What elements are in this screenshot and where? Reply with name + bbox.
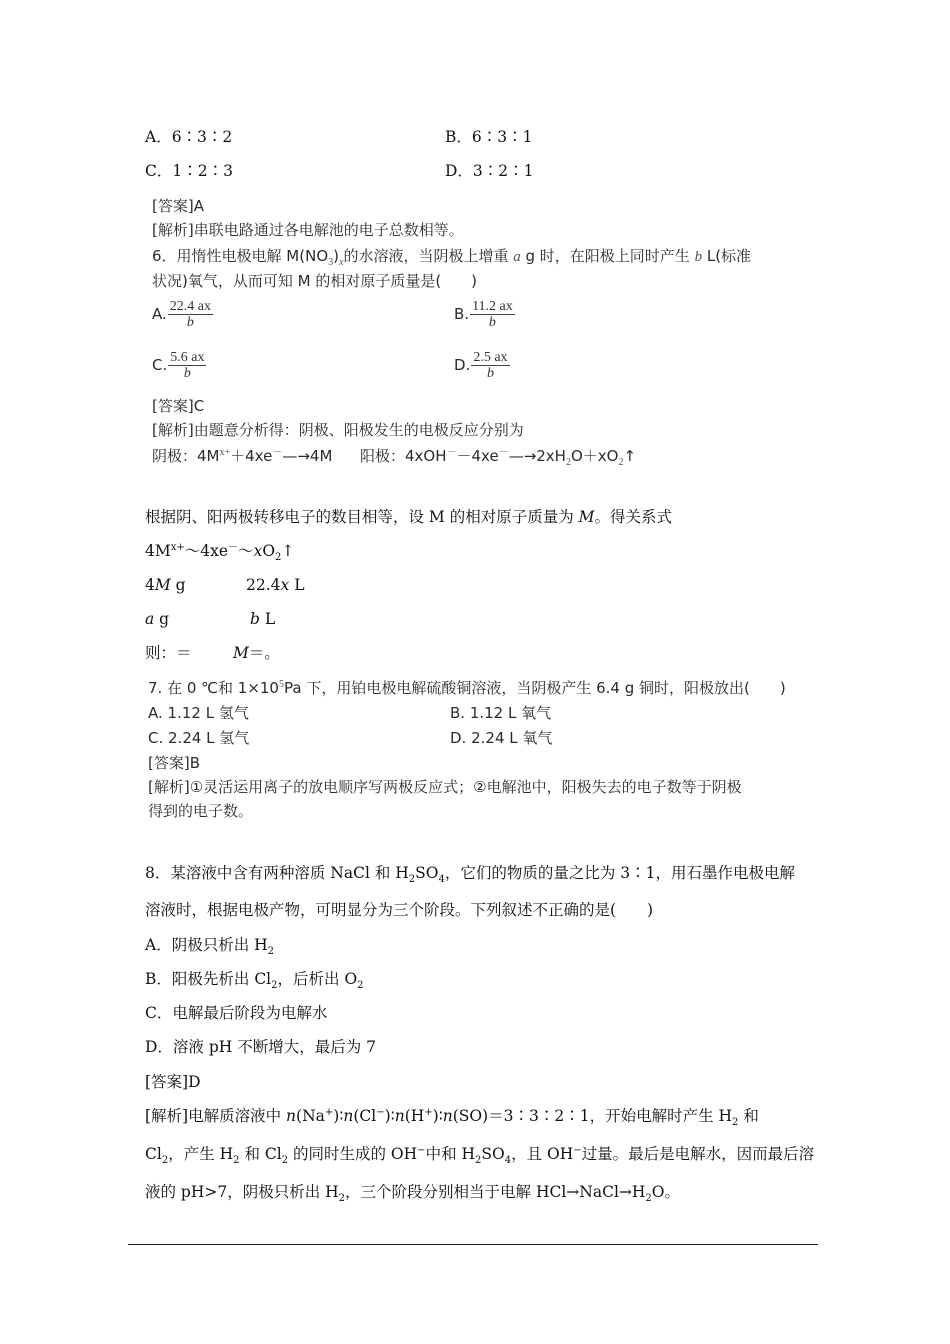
q8-option-c: C．电解最后阶段为电解水 xyxy=(145,1004,328,1022)
q7-option-a: A. 1.12 L 氢气 xyxy=(148,704,249,722)
q8-analysis-line1: [解析]电解质溶液中 n(Na+)∶n(Cl−)∶n(H+)∶n(SO)＝3∶3∶2∶1，开始电解时产生 $H_2$ 和 xyxy=(145,1106,759,1129)
q7-option-b: B. 1.12 L 氧气 xyxy=(450,704,552,722)
q7-option-c: C. 2.24 L 氢气 xyxy=(148,729,250,747)
q6-stem-line1: 6．用惰性电极电解 $M(NO_3)_x$的水溶液，当阴极上增重 a g 时，在阳极上同时产生 b L(标准 xyxy=(152,247,752,268)
q6-relation-line2: 4M g xyxy=(145,576,186,594)
q7-analysis-line1: [解析]①灵活运用离子的放电顺序写两极反应式；②电解池中，阳极失去的电子数等于阴极 xyxy=(148,778,742,796)
q5-option-d: D．3∶2∶1 xyxy=(445,162,534,180)
q7-option-d: D. 2.24 L 氧气 xyxy=(450,729,553,747)
q6-option-d: D. $\frac{2.5 ax}{b}$ xyxy=(454,350,508,381)
q8-option-a: A．阴极只析出 $H_2$ xyxy=(145,936,275,958)
q6-option-c: C. $\frac{5.6 ax}{b}$ xyxy=(152,350,205,381)
q6-relation-line3-right: b L xyxy=(250,610,276,628)
q6-answer: [答案]C xyxy=(152,397,205,415)
q8-analysis-line3: 液的 pH>7，阴极只析出 $H_2$，三个阶段分别相当于电解 $HCl\to NaCl\to H_2O$。 xyxy=(145,1183,681,1205)
q5-option-c: C．1∶2∶3 xyxy=(145,162,233,180)
q8-answer: [答案]D xyxy=(145,1073,201,1091)
q5-option-a: A．6∶3∶2 xyxy=(145,128,233,146)
q6-option-a: A. $\frac{22.4 ax}{b}$ xyxy=(152,299,211,330)
q6-stem-line2: 状况)氧气，从而可知 M 的相对原子质量是( ) xyxy=(152,272,478,290)
q6-option-b: B. $\frac{11.2 ax}{b}$ xyxy=(454,299,513,330)
q7-analysis-line2: 得到的电子数。 xyxy=(148,802,254,820)
q5-option-b: B．6∶3∶1 xyxy=(445,128,533,146)
q6-text-line1: 根据阴、阳两极转移电子的数目相等，设 M 的相对原子质量为 M。得关系式 xyxy=(145,508,673,526)
q6-relation-line1: $4M^{x+}\sim 4xe^-\sim xO_2↑$ xyxy=(145,541,295,564)
anode-reaction: 阳极：$4xOH^--4xe^-—\to 2xH_2O+xO_2↑$ xyxy=(359,447,637,468)
q8-analysis-line2: $Cl_2$，产生 $H_2$ 和 $Cl_2$ 的同时生成的 OH−中和 $H_2SO_4$，且 OH−过量。最后是电解水，因而最后溶 xyxy=(145,1144,815,1167)
fraction: $\frac{5.6 ax}{b}$ xyxy=(170,350,205,381)
fraction: $\frac{22.4 ax}{b}$ xyxy=(169,299,211,330)
q7-answer: [答案]B xyxy=(148,754,200,772)
q8-option-b: B．阳极先析出 $Cl_2$，后析出 $O_2$ xyxy=(145,970,364,992)
fraction: $\frac{2.5 ax}{b}$ xyxy=(473,350,508,381)
q6-electrode-reactions xyxy=(152,446,636,466)
q8-stem-line1: 8．某溶液中含有两种溶质 NaCl 和 $H_2SO_4$，它们的物质的量之比为 3∶1，用石墨作电极电解 xyxy=(145,864,796,886)
q5-analysis: [解析]串联电路通过各电解池的电子总数相等。 xyxy=(152,221,464,239)
q6-relation-line4: 则：＝ M＝。 xyxy=(145,644,280,662)
q8-option-d: D．溶液 pH 不断增大，最后为 7 xyxy=(145,1038,377,1056)
cathode-reaction: 阴极：$4M^{x+}+4xe^-—\to 4M$ xyxy=(152,447,333,465)
q6-analysis: [解析]由题意分析得：阴极、阳极发生的电极反应分别为 xyxy=(152,421,524,439)
q5-answer: [答案]A xyxy=(152,197,204,215)
footer-divider xyxy=(128,1244,818,1245)
q6-relation-line2-right: 22.4x L xyxy=(246,576,305,594)
q6-relation-line3: a g xyxy=(145,610,170,628)
q8-stem-line2: 溶液时，根据电极产物，可明显分为三个阶段。下列叙述不正确的是( ) xyxy=(145,901,654,919)
q7-stem: 7. 在 0 ℃和 $1\times 10^5Pa$ 下，用铂电极电解硫酸铜溶液，当阴极产生 6.4 g 铜时，阳极放出( ) xyxy=(148,679,786,697)
fraction: $\frac{11.2 ax}{b}$ xyxy=(472,299,513,330)
